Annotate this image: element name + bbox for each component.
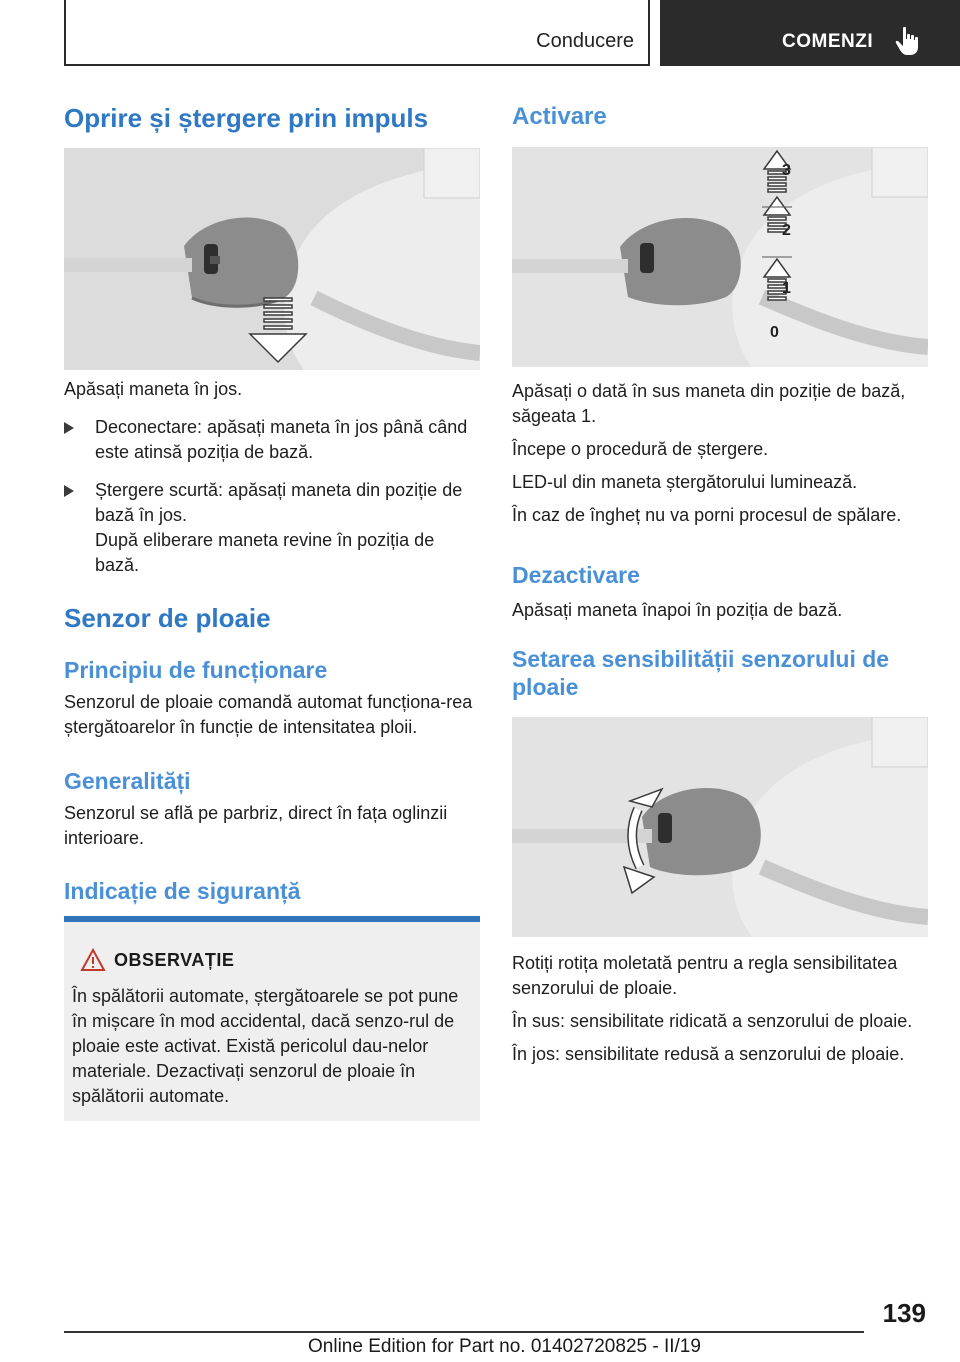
sensitivity-text-3: În jos: sensibilitate redusă a senzorului de ploaie. (512, 1044, 905, 1064)
illustration-knurled-wheel (512, 717, 928, 937)
illustration-lever-positions (512, 147, 928, 367)
bullet-text: Ștergere scurtă: apăsați maneta din poziție de bază în jos. (95, 480, 463, 525)
page-header (0, 0, 960, 66)
section-label: Conducere (536, 30, 634, 52)
intro-text: Apăsați maneta în jos. (64, 379, 243, 399)
warning-label: OBSERVAȚIE (114, 950, 235, 970)
title-activate: Activare (512, 103, 607, 130)
position-1-label: 1 (782, 280, 791, 297)
title-safety: Indicație de siguranță (64, 878, 301, 904)
section-tab (64, 0, 650, 66)
position-3-label: 3 (782, 162, 791, 179)
principle-text: Senzorul de ploaie comandă automat funcționa-rea ștergătoarelor în funcție de intensitatea ploii. (64, 692, 473, 737)
title-sensitivity: Setarea sensibilității senzorului de ploaie (512, 646, 890, 700)
title-general: Generalități (64, 768, 191, 794)
footer-divider (64, 1331, 864, 1333)
bullet-triangle-icon (64, 422, 74, 434)
chapter-tab (660, 0, 960, 66)
title-rain-sensor: Senzor de ploaie (64, 603, 271, 633)
activate-text-3: LED-ul din maneta ștergătorului luminează. (512, 472, 858, 492)
list-item (64, 478, 480, 528)
title-impulse: Oprire și ștergere prin impuls (64, 103, 429, 133)
illustration-lever-down (64, 148, 480, 370)
activate-text-1: Apăsați o dată în sus maneta din poziție de bază, săgeata 1. (512, 381, 906, 426)
release-text: După eliberare maneta revine în poziția de bază. (95, 530, 435, 575)
edition-text: Online Edition for Part no. 01402720825 - II/19 (308, 1336, 701, 1357)
sensitivity-text-1: Rotiți rotița moletată pentru a regla sensibilitatea senzorului de ploaie. (512, 953, 898, 998)
sensitivity-text-2: În sus: sensibilitate ridicată a senzorului de ploaie. (512, 1011, 913, 1031)
title-deactivate: Dezactivare (512, 562, 640, 588)
warning-box (64, 916, 480, 1121)
bullet-list (64, 415, 480, 528)
activate-text-4: În caz de îngheț nu va porni procesul de spălare. (512, 505, 902, 525)
activate-text-2: Începe o procedură de ștergere. (512, 439, 769, 459)
chapter-label: COMENZI (782, 31, 874, 52)
title-principle: Principiu de funcționare (64, 657, 328, 683)
bullet-text: Deconectare: apăsați maneta în jos până când este atinsă poziția de bază. (95, 417, 468, 462)
warning-text: În spălătorii automate, ștergătoarele se pot pune în mișcare în mod accidental, dacă senzo-rul de ploaie este activat. Există pericolul dau-nelor materiale. Dezactivați senzorul de ploaie în spălătorii automate. (72, 986, 459, 1106)
general-text: Senzorul se află pe parbriz, direct în fața oglinzii interioare. (64, 803, 448, 848)
bullet-triangle-icon (64, 485, 74, 497)
warning-triangle-icon (80, 948, 106, 972)
hand-pointer-icon (894, 26, 922, 56)
page-number: 139 (882, 1298, 926, 1328)
position-0-label: 0 (770, 324, 779, 341)
position-2-label: 2 (782, 222, 791, 239)
deactivate-text: Apăsați maneta înapoi în poziția de bază. (512, 600, 843, 620)
list-item (64, 415, 480, 465)
